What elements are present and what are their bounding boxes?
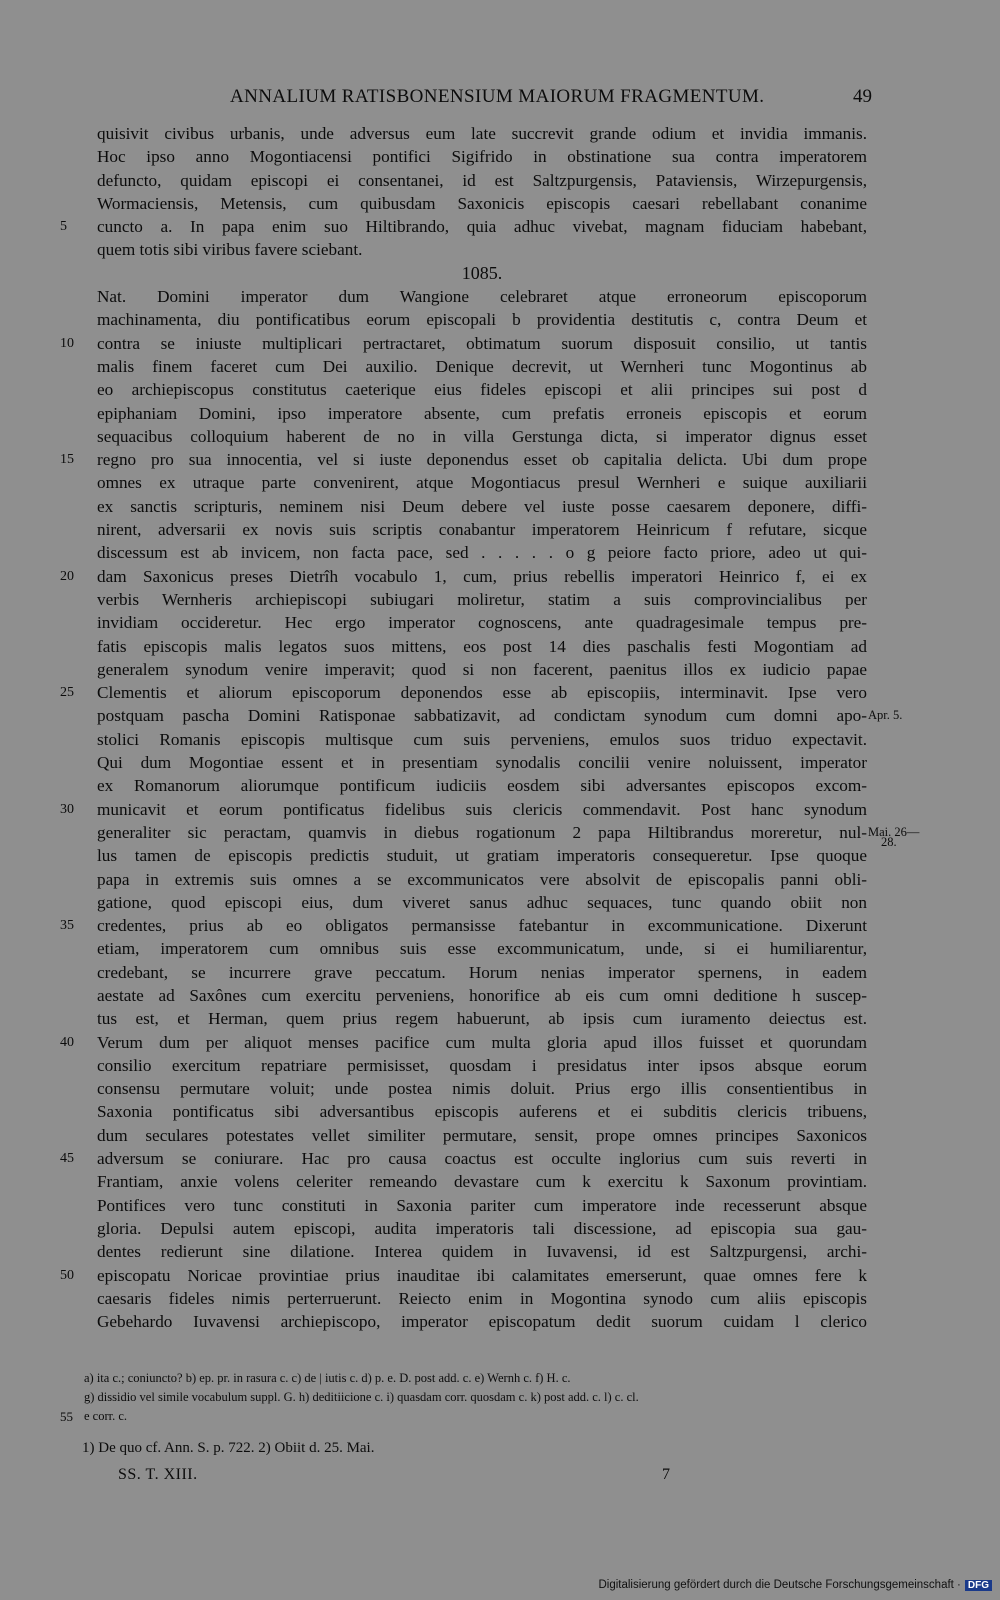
text-line xyxy=(0,1077,1000,1100)
line-text: fatis episcopis malis legatos suos mittens, eos post 14 dies paschalis festi Mogontiam ad xyxy=(97,636,867,656)
text-line xyxy=(0,1124,1000,1147)
dfg-logo-icon: DFG xyxy=(965,1580,992,1591)
line-text: municavit et eorum pontificatus fidelibus suis clericis commendavit. Post hanc synodum xyxy=(97,799,867,819)
page-number: 49 xyxy=(853,86,872,107)
line-text: stolici Romanis episcopis multisque cum suis perveniens, emulos suos triduo expectavit. xyxy=(97,729,867,749)
line-number: 5 xyxy=(60,219,67,235)
margin-date: Mai. 26— xyxy=(868,824,920,839)
line-text: gatione, quod episcopi eius, dum viveret sanus adhuc sequaces, tunc quando obiit non xyxy=(97,892,867,912)
line-text: credentes, prius ab eo obligatos permansisse fatebantur in excommunicatione. Dixerunt xyxy=(97,916,867,936)
text-line xyxy=(0,378,1000,401)
line-text: Frantiam, anxie volens celeriter remeando devastare cum k exercitu k Saxonum provintiam. xyxy=(97,1172,867,1192)
line-text: tus est, et Herman, quem prius regem habuerunt, ab ipsis cum iuramento deiectus est. xyxy=(97,1009,867,1029)
line-text: nirent, adversarii ex novis suis scriptis conabantur imperatorem Heinricum f refutare, sicque xyxy=(97,520,867,540)
line-text: eo archiepiscopus constitutus caeterique eius fideles episcopi et alii principes sui post d xyxy=(97,380,867,400)
text-line xyxy=(0,1240,1000,1263)
line-text: sequacibus colloquium haberent de no in villa Gerstunga dicta, si imperator dignus esset xyxy=(97,426,867,446)
line-text: verbis Wernheris archiepiscopi subiugari moliretur, statim a suis comprovincialibus per xyxy=(97,589,867,609)
text-line xyxy=(0,332,1000,355)
line-number: 30 xyxy=(60,801,74,817)
line-text: consensu permutare voluit; unde postea nimis doluit. Prius ergo illis consentientibus in xyxy=(97,1079,867,1099)
line-text: Wormaciensis, Metensis, cum quibusdam Saxonicis episcopis caesari rebellabant conanime xyxy=(97,193,867,213)
text-line xyxy=(0,1194,1000,1217)
text-line xyxy=(0,192,1000,215)
critical-apparatus xyxy=(0,1369,1000,1426)
margin-date: Apr. 5. xyxy=(868,708,903,723)
line-text: gloria. Depulsi autem episcopi, audita imperatoris tali discessione, ad episcopia sua gau- xyxy=(97,1218,867,1238)
text-line xyxy=(0,518,1000,541)
text-line xyxy=(0,891,1000,914)
text-line xyxy=(0,1031,1000,1054)
text-line xyxy=(0,798,1000,821)
line-text: etiam, imperatorem cum omnibus suis esse excommunicatum, unde, si ei humiliarentur, xyxy=(97,939,867,959)
running-header xyxy=(60,86,880,114)
text-line xyxy=(0,215,1000,238)
line-text: consilio exercitum repatriare permisisset, quosdam i presidatus inter ipsos absque eorum xyxy=(97,1055,867,1075)
line-text: adversum se coniurare. Hac pro causa coactus est occulte inglorius cum suis reverti in xyxy=(97,1149,867,1169)
line-text: aestate ad Saxônes cum exercitu perveniens, honorifice ab eis cum omni deditione h suscep- xyxy=(97,985,867,1005)
text-line xyxy=(0,1287,1000,1310)
line-text: discessum est ab invicem, non facta pace, sed . . . . . o g peiore facto priore, adeo ut qui- xyxy=(97,543,867,563)
text-line xyxy=(0,285,1000,308)
text-line xyxy=(0,937,1000,960)
text-line xyxy=(0,495,1000,518)
line-text: epiphaniam Domini, ipso imperatore absente, cum prefatis erroneis episcopis et eorum xyxy=(97,403,867,423)
digitization-credit xyxy=(598,1576,992,1594)
footnotes: 1) De quo cf. Ann. S. p. 722. 2) Obiit d. 25. Mai. xyxy=(82,1440,375,1456)
line-text: omnes ex utraque parte convenirent, atque Mogontiacus presul Wernheri e suique auxiliarii xyxy=(97,473,867,493)
line-number: 50 xyxy=(60,1267,74,1283)
line-text: postquam pascha Domini Ratisponae sabbatizavit, ad condictam synodum cum domni apo- xyxy=(97,706,867,726)
line-number: 35 xyxy=(60,918,74,934)
line-text: Saxonia pontificatus sibi adversantibus episcopis auferens et ei subditis clericis tribuens, xyxy=(97,1102,867,1122)
text-line xyxy=(0,402,1000,425)
line-text: contra se iniuste multiplicari pertractaret, obtimatum suorum disposuit consilio, ut tantis xyxy=(97,333,867,353)
running-title: ANNALIUM RATISBONENSIUM MAIORUM FRAGMENTUM. xyxy=(230,86,765,107)
line-text: generalem synodum venire imperavit; quod si non facerent, paenitus illos ex iudicio papae xyxy=(97,659,867,679)
apparatus-line xyxy=(0,1369,1000,1388)
line-text: caesaris fideles nimis perterruerunt. Reiecto enim in Mogontina synodo cum aliis episcopis xyxy=(97,1288,867,1308)
line-number: 25 xyxy=(60,685,74,701)
apparatus-line xyxy=(0,1407,1000,1426)
text-line xyxy=(0,565,1000,588)
text-line xyxy=(0,704,1000,727)
margin-date-continued: 28. xyxy=(881,834,897,849)
signature-number: 7 xyxy=(662,1466,670,1483)
line-text: lus tamen de episcopis predictis studuit, ut gratiam imperatoris consequeretur. Ipse quoque xyxy=(97,846,867,866)
line-number: 40 xyxy=(60,1034,74,1050)
line-number: 15 xyxy=(60,452,74,468)
year-heading xyxy=(0,262,1000,285)
text-line xyxy=(0,1007,1000,1030)
line-text: ex Romanorum aliorumque pontificum iudiciis eosdem sibi adversantes episcopos excom- xyxy=(97,776,867,796)
text-line xyxy=(0,1264,1000,1287)
apparatus-text: g) dissidio vel simile vocabulum suppl. G. h) deditiicione c. i) quasdam corr. quosdam c. k) post add. c. l) c. cl. xyxy=(84,1390,639,1404)
text-line xyxy=(0,681,1000,704)
text-line xyxy=(0,1217,1000,1240)
text-line xyxy=(0,122,1000,145)
text-line xyxy=(0,145,1000,168)
line-text: quisivit civibus urbanis, unde adversus eum late succrevit grande odium et invidia immanis. xyxy=(97,124,867,143)
text-line xyxy=(0,728,1000,751)
line-text: machinamenta, diu pontificatibus eorum episcopali b providentia destitutis c, contra Deum et xyxy=(97,310,867,330)
line-text: quem totis sibi viribus favere sciebant. xyxy=(97,240,363,260)
line-number: 20 xyxy=(60,568,74,584)
line-text: Qui dum Mogontiae essent et in presentiam synodalis concilii venire noluissent, imperator xyxy=(97,753,867,773)
line-text: dam Saxonicus preses Dietrîh vocabulo 1, cum, prius rebellis imperatori Heinrico f, ei ex xyxy=(97,566,867,586)
text-line xyxy=(0,751,1000,774)
text-line xyxy=(0,541,1000,564)
line-text: Verum dum per aliquot menses pacifice cum multa gloria apud illos fuisset et quorundam xyxy=(97,1032,867,1052)
text-line xyxy=(0,658,1000,681)
line-text: credebant, se incurrere grave peccatum. Horum nenias imperator spernens, in eadem xyxy=(97,962,867,982)
text-line xyxy=(0,1054,1000,1077)
text-line xyxy=(0,308,1000,331)
text-line xyxy=(0,961,1000,984)
text-line xyxy=(0,1147,1000,1170)
line-text: papa in extremis suis omnes a se excommunicatos vere absolvit de episcopalis panni obli- xyxy=(97,869,867,889)
line-text: invidiam occideretur. Hec ergo imperator cognoscens, ante quadragesimale tempus pre- xyxy=(97,613,867,633)
text-line xyxy=(0,635,1000,658)
line-text: dum seculares potestates vellet similiter permutare, sensit, prope omnes principes Saxonicos xyxy=(97,1125,867,1145)
line-number: 55 xyxy=(60,1409,73,1424)
line-text: Gebehardo Iuvavensi archiepiscopo, imperator episcopatum dedit suorum cuidam l clerico xyxy=(97,1312,867,1332)
line-text: regno pro sua innocentia, vel si iuste deponendus esset ob capitalia delicta. Ubi dum prope xyxy=(97,450,867,470)
text-line xyxy=(0,588,1000,611)
line-text: generaliter sic peractam, quamvis in diebus rogationum 2 papa Hiltibrandus moreretur, nul- xyxy=(97,822,867,842)
line-text: Clementis et aliorum episcoporum deponendos esse ab episcopiis, interminavit. Ipse vero xyxy=(97,683,867,703)
line-number: 45 xyxy=(60,1151,74,1167)
text-line xyxy=(0,448,1000,471)
text-line xyxy=(0,844,1000,867)
main-text xyxy=(0,122,1000,1333)
text-line xyxy=(0,868,1000,891)
text-line xyxy=(0,169,1000,192)
text-line xyxy=(0,774,1000,797)
text-line xyxy=(0,914,1000,937)
line-text: Nat. Domini imperator dum Wangione celebraret atque erroneorum episcoporum xyxy=(97,287,867,307)
line-text: Hoc ipso anno Mogontiacensi pontifici Sigifrido in obstinatione sua contra imperatorem xyxy=(97,147,867,167)
text-line xyxy=(0,611,1000,634)
text-line xyxy=(0,238,1000,261)
text-line xyxy=(0,1170,1000,1193)
line-text: 1085. xyxy=(461,262,503,283)
line-text: malis finem faceret cum Dei auxilio. Denique decrevit, ut Wernheri tunc Mogontinus ab xyxy=(97,356,867,376)
text-line xyxy=(0,355,1000,378)
text-line xyxy=(0,1100,1000,1123)
apparatus-text: e corr. c. xyxy=(84,1409,128,1423)
line-text: cuncto a. In papa enim suo Hiltibrando, quia adhuc vivebat, magnam fiduciam habebant, xyxy=(97,217,867,237)
text-line xyxy=(0,425,1000,448)
signature-mark: SS. T. XIII. xyxy=(118,1466,198,1483)
line-text: defuncto, quidam episcopi ei consentanei, id est Saltzpurgensis, Pataviensis, Wirzepurgensis, xyxy=(97,170,867,190)
text-line xyxy=(0,471,1000,494)
line-text: episcopatu Noricae provintiae prius inauditae ibi calamitates emerserunt, quae omnes fere k xyxy=(97,1265,867,1285)
text-line xyxy=(0,821,1000,849)
text-line xyxy=(0,1310,1000,1333)
line-text: ex sanctis scripturis, neminem nisi Deum debere vel iuste posse caesarem deponere, diffi- xyxy=(97,496,867,516)
apparatus-text: a) ita c.; coniuncto? b) ep. pr. in rasura c. c) de | iutis c. d) p. e. D. post add. c. e) Wernh c. f) H. c. xyxy=(84,1371,571,1385)
apparatus-line xyxy=(0,1388,1000,1407)
text-line xyxy=(0,984,1000,1007)
line-number: 10 xyxy=(60,335,74,351)
line-text: dentes redierunt sine dilatione. Interea quidem in Iuvavensi, id est Saltzpurgensi, archi- xyxy=(97,1242,867,1262)
credit-text: Digitalisierung gefördert durch die Deutsche Forschungsgemeinschaft · xyxy=(598,1579,961,1591)
line-text: Pontifices vero tunc constituti in Saxonia pariter cum imperatore inde recesserunt absque xyxy=(97,1195,867,1215)
